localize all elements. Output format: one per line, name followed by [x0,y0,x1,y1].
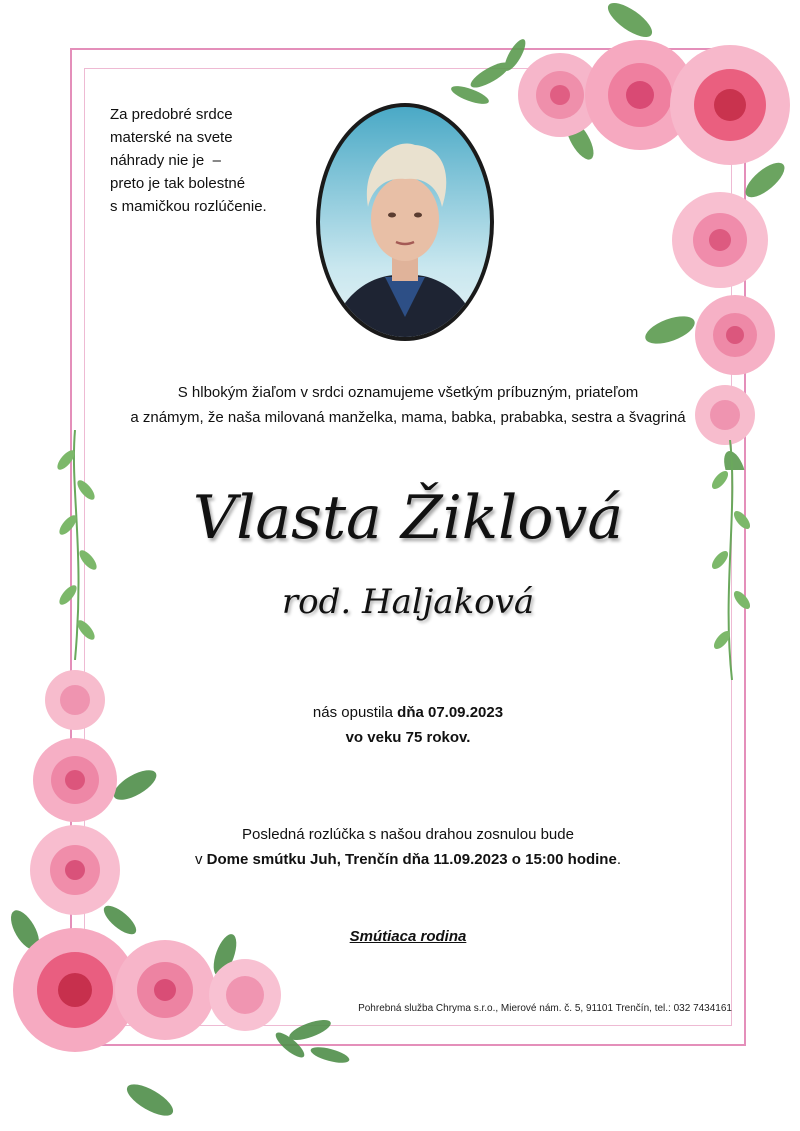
announcement [90,380,726,430]
poem-line: Za predobré srdce [110,106,233,123]
poem-line: náhrady nie je – [110,152,221,169]
funeral-service-footer: Pohrebná služba Chryma s.r.o., Mierové nám. č. 5, 91101 Trenčín, tel.: 032 7434161 [358,1003,732,1014]
portrait-photo [316,103,494,341]
signature: Smútiaca rodina [349,928,467,945]
deceased-name: Vlasta Žiklová [192,483,624,553]
death-info [90,700,726,750]
death-date-line [90,700,726,725]
death-age: vo veku 75 rokov. [345,729,471,746]
death-prefix: nás opustila [312,704,398,721]
poem [110,103,310,218]
poem-line: preto je tak bolestné [110,175,246,192]
funeral-info [90,822,726,872]
funeral-prefix: v [195,851,207,868]
poem-line: materské na svete [110,129,233,146]
funeral-line-2 [90,847,726,872]
poem-line: s mamičkou rozlúčenie. [110,198,267,215]
funeral-details: Dome smútku Juh, Trenčín dňa 11.09.2023 o 15:00 hodine [206,851,617,868]
death-age-line [90,725,726,750]
maiden-name: rod. Haljaková [281,582,535,622]
funeral-line-1: Posledná rozlúčka s našou drahou zosnulou bude [242,826,574,843]
announcement-line-2: a známym, že naša milovaná manželka, mama, babka, prababka, sestra a švagriná [130,409,686,426]
vine-right-icon [700,440,760,680]
death-date: dňa 07.09.2023 [397,704,504,721]
funeral-suffix: . [616,851,621,868]
announcement-line-1: S hlbokým žiaľom v srdci oznamujeme všetkým príbuzným, priateľom [177,384,639,401]
portrait-person-icon [320,107,490,337]
